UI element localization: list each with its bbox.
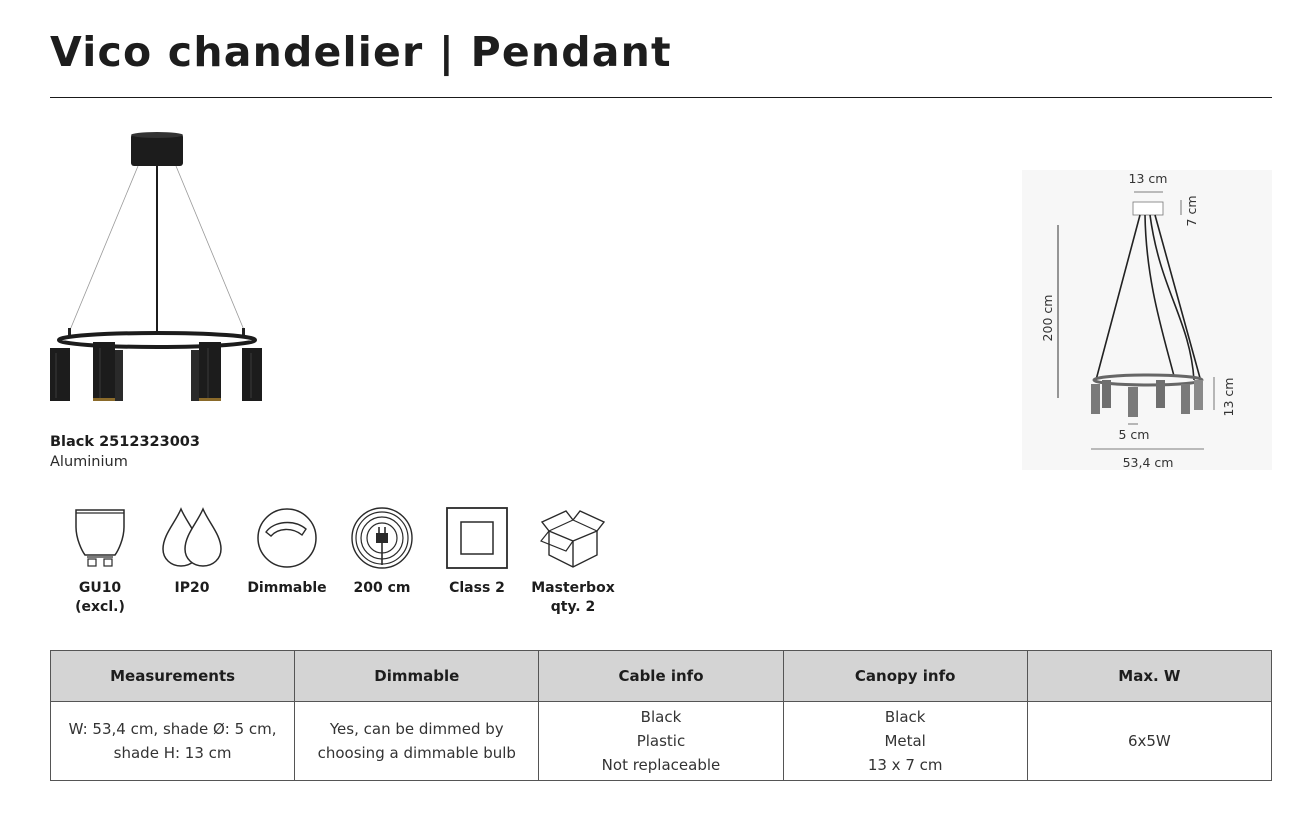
canopy-width-label: 13 cm xyxy=(1128,171,1168,186)
feature-ip20 xyxy=(147,505,237,598)
spec-value-row xyxy=(51,702,1272,781)
gu10-bulb-icon xyxy=(67,505,133,571)
cell-cable-info: Black Plastic Not replaceable xyxy=(539,702,783,781)
header-measurements: Measurements xyxy=(51,651,295,702)
feature-label-cable: 200 cm xyxy=(353,580,411,596)
feature-masterbox xyxy=(528,505,618,617)
header-dimmable: Dimmable xyxy=(295,651,539,702)
dimension-drawing xyxy=(1022,170,1272,470)
feature-label-class2: Class 2 xyxy=(449,580,505,596)
page-title: Vico chandelier | Pendant xyxy=(50,28,672,76)
title-divider xyxy=(50,97,1272,98)
cell-max-w: 6x5W xyxy=(1027,702,1271,781)
class2-icon xyxy=(444,505,510,571)
feature-class2 xyxy=(432,505,522,598)
header-canopy-info: Canopy info xyxy=(783,651,1027,702)
header-max-w: Max. W xyxy=(1027,651,1271,702)
cell-dimmable: Yes, can be dimmed by choosing a dimmable bulb xyxy=(295,702,539,781)
feature-label-ip20: IP20 xyxy=(174,580,210,596)
cell-measurements: W: 53,4 cm, shade Ø: 5 cm, shade H: 13 cm xyxy=(51,702,295,781)
spec-header-row xyxy=(51,651,1272,702)
ip20-drops-icon xyxy=(157,505,227,571)
cable-length-label: 200 cm xyxy=(1040,294,1055,342)
spec-table xyxy=(50,650,1272,781)
shade-height-label: 13 cm xyxy=(1221,377,1236,417)
cable-plug-icon xyxy=(349,505,415,571)
product-image xyxy=(46,128,268,408)
feature-label-masterbox: Masterbox qty. 2 xyxy=(531,580,615,615)
header-cable-info: Cable info xyxy=(539,651,783,702)
masterbox-icon xyxy=(540,505,606,571)
feature-label-gu10: GU10 (excl.) xyxy=(75,580,125,615)
feature-dimmable xyxy=(242,505,332,598)
product-material: Aluminium xyxy=(50,454,128,470)
canopy-height-label: 7 cm xyxy=(1184,195,1199,227)
total-width-label: 53,4 cm xyxy=(1122,455,1174,470)
feature-label-dimmable: Dimmable xyxy=(247,580,327,596)
shade-diameter-label: 5 cm xyxy=(1118,427,1150,442)
feature-gu10 xyxy=(55,505,145,617)
dimmable-icon xyxy=(254,505,320,571)
feature-cable xyxy=(337,505,427,598)
feature-icons xyxy=(55,505,635,625)
cell-canopy-info: Black Metal 13 x 7 cm xyxy=(783,702,1027,781)
product-variant: Black 2512323003 xyxy=(50,434,200,450)
